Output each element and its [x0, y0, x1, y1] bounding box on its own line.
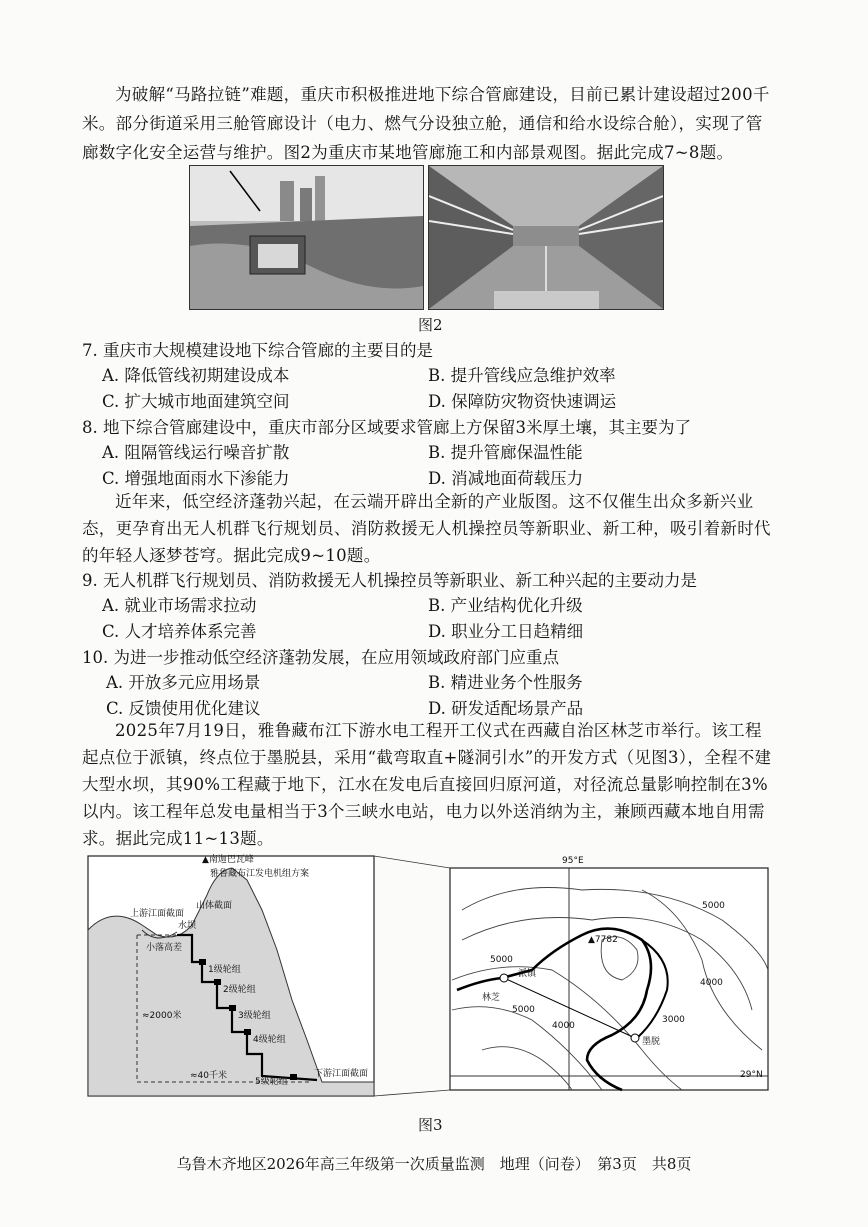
paizhen-label: 派镇	[518, 969, 537, 979]
mountain-label: 山体截面	[196, 901, 233, 911]
contour-label-4: 4000	[552, 1021, 575, 1031]
q9-option-d: D. 职业分工日趋精细	[428, 622, 584, 641]
q8-option-d: D. 消减地面荷载压力	[428, 469, 584, 488]
small-drop-label: 小落高差	[146, 943, 183, 953]
construction-photo	[189, 165, 424, 310]
question-7-stem: 7. 重庆市大规模建设地下综合管廊的主要目的是	[82, 341, 433, 360]
dam-label: 水坝	[178, 921, 197, 931]
passage-7-8: 为破解“马路拉链”难题，重庆市积极推进地下综合管廊建设，目前已累计建设超过200千米。部分街道采用三舱管廊设计（电力、燃气分设独立舱，通信和给水设综合舱），实现了管廊数字化安全运营与维护。图2为重庆市某地管廊施工和内部景观图。据此完成7~8题。	[82, 85, 770, 162]
figure-3-caption: 图3	[418, 1116, 443, 1134]
figure-3	[82, 850, 782, 1112]
figure-2-caption: 图2	[418, 316, 443, 334]
q8-option-c: C. 增强地面雨水下渗能力	[102, 469, 290, 488]
unit-5-label: 5级轮组	[255, 1077, 288, 1087]
q10-option-c: C. 反馈使用优化建议	[106, 699, 261, 718]
question-8-stem: 8. 地下综合管廊建设中，重庆市部分区域要求管廊上方保留3米厚土壤，其主要为了	[82, 418, 691, 437]
tunnel-interior-photo	[428, 165, 664, 310]
q7-option-b: B. 提升管线应急维护效率	[428, 366, 616, 385]
plan-title: 雅鲁藏布江发电机组方案	[210, 869, 310, 879]
q9-option-b: B. 产业结构优化升级	[428, 596, 583, 615]
distance-label: ≈40千米	[190, 1071, 227, 1081]
contour-label-6: 4000	[700, 978, 723, 988]
page-footer: 乌鲁木齐地区2026年高三年级第一次质量监测 地理（问卷） 第3页 共8页	[176, 1155, 692, 1173]
question-9-stem: 9. 无人机群飞行规划员、消防救援无人机操控员等新职业、新工种兴起的主要动力是	[82, 571, 697, 590]
contour-label-2: 5000	[490, 955, 513, 965]
linzhi-label: 林芝	[482, 993, 501, 1003]
passage-9-10: 近年来，低空经济蓬勃兴起，在云端开辟出全新的产业版图。这不仅催生出众多新兴业态，更孕育出无人机群飞行规划员、消防救援无人机操控员等新职业、新工种，吸引着新时代的年轻人逐梦苍穹。据此完成9~10题。	[82, 492, 771, 565]
q7-option-c: C. 扩大城市地面建筑空间	[102, 392, 290, 411]
downstream-label: 下游江面截面	[314, 1069, 369, 1079]
question-10-stem: 10. 为进一步推动低空经济蓬勃发展，在应用领域政府部门应重点	[82, 648, 559, 667]
latitude-label: 29°N	[740, 1070, 763, 1080]
unit-3-label: 3级轮组	[238, 1011, 271, 1021]
unit-2-label: 2级轮组	[223, 985, 256, 995]
q10-option-d: D. 研发适配场景产品	[428, 699, 584, 718]
q10-option-a: A. 开放多元应用场景	[106, 673, 261, 692]
upstream-label: 上游江面截面	[130, 909, 185, 919]
q9-option-a: A. 就业市场需求拉动	[102, 596, 257, 615]
contour-label-1: 5000	[702, 901, 725, 911]
q7-option-a: A. 降低管线初期建设成本	[102, 366, 290, 385]
q10-option-b: B. 精进业务个性服务	[428, 673, 583, 692]
contour-label-3: 5000	[512, 1005, 535, 1015]
height-label: ≈2000米	[142, 1011, 182, 1021]
q8-option-a: A. 阻隔管线运行噪音扩散	[102, 443, 290, 462]
longitude-label: 95°E	[562, 856, 584, 866]
q9-option-c: C. 人才培养体系完善	[102, 622, 257, 641]
medog-label: 墨脱	[642, 1037, 661, 1047]
unit-1-label: 1级轮组	[208, 965, 241, 975]
unit-4-label: 4级轮组	[253, 1035, 286, 1045]
peak-label: ▲南迦巴瓦峰	[202, 855, 254, 865]
summit-label: ▲7782	[588, 935, 618, 945]
passage-11-13: 2025年7月19日，雅鲁藏布江下游水电工程开工仪式在西藏自治区林芝市举行。该工程起点位于派镇，终点位于墨脱县，采用“截弯取直+隧洞引水”的开发方式（见图3），全程不建大型水坝，其90%工程藏于地下，江水在发电后直接回归原河道，对径流总量影响控制在3%以内。该工程年总发电量相当于3个三峡水电站，电力以外送消纳为主，兼顾西藏本地自用需求。据此完成11~13题。	[82, 721, 772, 848]
q8-option-b: B. 提升管廊保温性能	[428, 443, 583, 462]
q7-option-d: D. 保障防灾物资快速调运	[428, 392, 617, 411]
contour-label-5: 3000	[662, 1015, 685, 1025]
